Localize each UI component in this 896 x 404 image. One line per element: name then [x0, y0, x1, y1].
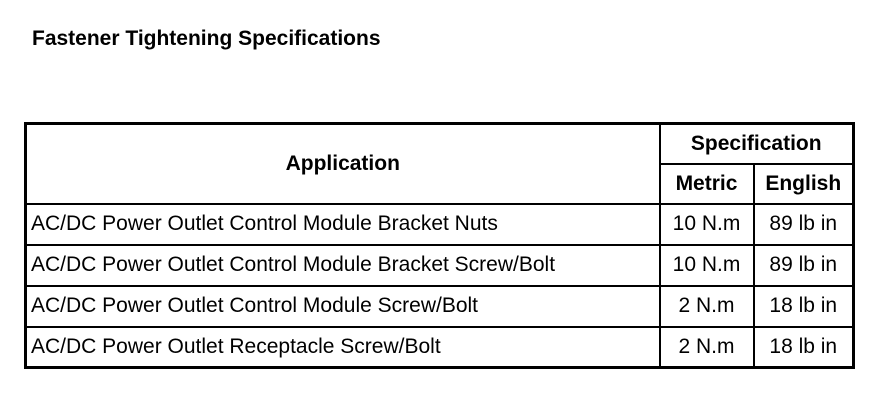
application-column-header: Application [26, 124, 660, 204]
fastener-spec-table [24, 122, 855, 369]
application-cell: AC/DC Power Outlet Control Module Bracket Nuts [26, 204, 660, 245]
english-cell: 18 lb in [754, 327, 854, 368]
english-column-header: English [754, 164, 854, 204]
application-cell: AC/DC Power Outlet Control Module Screw/Bolt [26, 286, 660, 327]
metric-cell: 2 N.m [660, 327, 754, 368]
metric-column-header: Metric [660, 164, 754, 204]
english-cell: 18 lb in [754, 286, 854, 327]
table-row [26, 204, 854, 245]
metric-cell: 10 N.m [660, 245, 754, 286]
table-row [26, 327, 854, 368]
table-row [26, 245, 854, 286]
application-cell: AC/DC Power Outlet Control Module Bracket Screw/Bolt [26, 245, 660, 286]
metric-cell: 10 N.m [660, 204, 754, 245]
application-cell: AC/DC Power Outlet Receptacle Screw/Bolt [26, 327, 660, 368]
table-row [26, 286, 854, 327]
english-cell: 89 lb in [754, 245, 854, 286]
metric-cell: 2 N.m [660, 286, 754, 327]
specification-column-header: Specification [660, 124, 854, 164]
table-header-row [26, 124, 854, 164]
page-title: Fastener Tightening Specifications [32, 27, 381, 50]
english-cell: 89 lb in [754, 204, 854, 245]
